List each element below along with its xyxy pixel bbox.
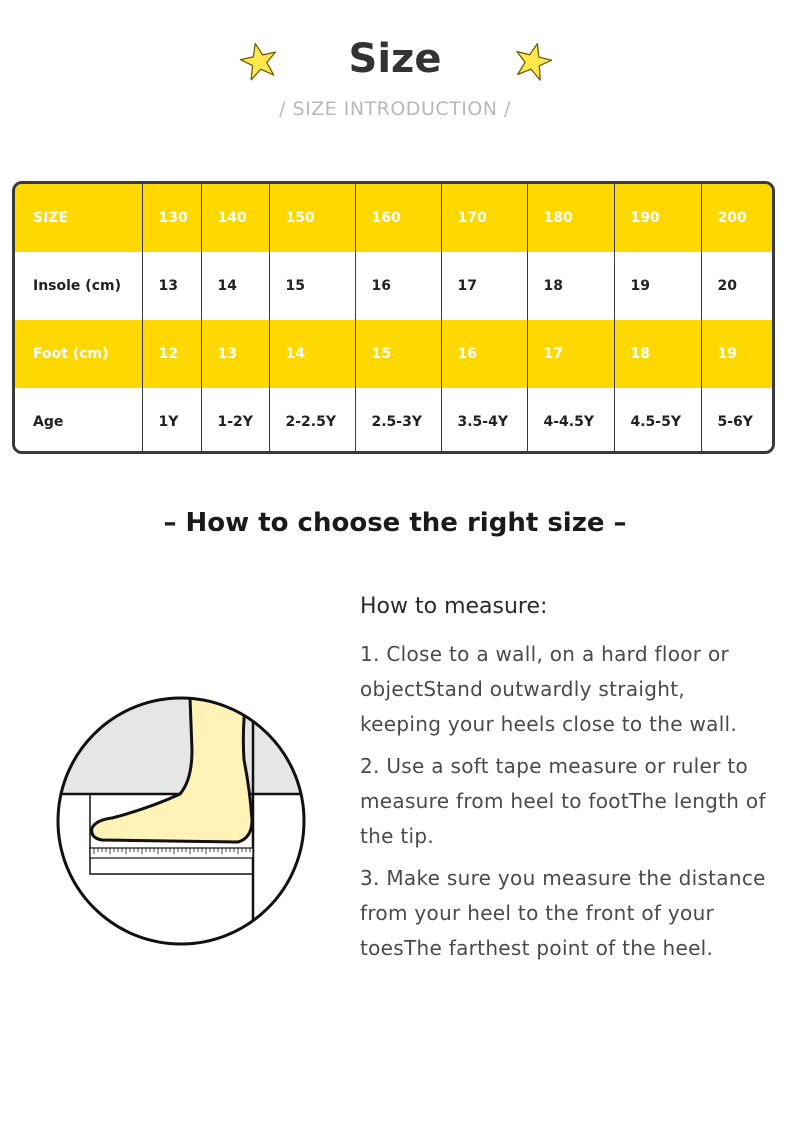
measure-step-3: 3. Make sure you measure the distance from your heel to the front of your toesThe farthest point of the heel.	[360, 866, 766, 960]
table-cell: 17	[441, 252, 527, 320]
table-cell: 150	[269, 184, 355, 252]
page-header	[0, 0, 790, 140]
foot-measure-illustration	[50, 690, 312, 952]
size-table-row	[15, 320, 772, 388]
measure-step-1: 1. Close to a wall, on a hard floor or objectStand outwardly straight, keeping your heels close to the wall.	[360, 642, 738, 736]
table-cell: 190	[614, 184, 701, 252]
page-title: Size	[348, 36, 442, 82]
table-cell: 2-2.5Y	[269, 388, 355, 454]
table-cell: 12	[142, 320, 201, 388]
measure-step-2: 2. Use a soft tape measure or ruler to measure from heel to footThe length of the tip.	[360, 754, 766, 848]
table-cell: 13	[142, 252, 201, 320]
table-cell: 18	[614, 320, 701, 388]
table-cell: 15	[269, 252, 355, 320]
table-cell: 16	[355, 252, 441, 320]
page-subtitle: / SIZE INTRODUCTION /	[279, 98, 511, 120]
size-table-row	[15, 184, 772, 252]
table-cell: 18	[527, 252, 614, 320]
table-cell: 170	[441, 184, 527, 252]
table-cell: 16	[441, 320, 527, 388]
table-cell: 1Y	[142, 388, 201, 454]
table-cell: 4-4.5Y	[527, 388, 614, 454]
table-cell: 200	[701, 184, 772, 252]
table-cell: 13	[201, 320, 269, 388]
table-cell: 130	[142, 184, 201, 252]
table-cell: 14	[201, 252, 269, 320]
size-table-row	[15, 388, 772, 454]
table-cell: 2.5-3Y	[355, 388, 441, 454]
table-cell: 17	[527, 320, 614, 388]
table-cell: 19	[701, 320, 772, 388]
table-cell: 14	[269, 320, 355, 388]
row-label: Insole (cm)	[15, 252, 142, 320]
table-cell: 140	[201, 184, 269, 252]
measure-title: How to measure:	[360, 594, 548, 619]
row-label: Foot (cm)	[15, 320, 142, 388]
row-label: SIZE	[15, 184, 142, 252]
table-cell: 4.5-5Y	[614, 388, 701, 454]
table-cell: 19	[614, 252, 701, 320]
table-cell: 5-6Y	[701, 388, 772, 454]
table-cell: 20	[701, 252, 772, 320]
table-cell: 180	[527, 184, 614, 252]
table-cell: 15	[355, 320, 441, 388]
guide-heading: – How to choose the right size –	[163, 508, 627, 538]
table-cell: 160	[355, 184, 441, 252]
row-label: Age	[15, 388, 142, 454]
table-cell: 3.5-4Y	[441, 388, 527, 454]
size-chart-table	[12, 181, 775, 454]
size-table-row	[15, 252, 772, 320]
measure-instructions	[360, 594, 770, 973]
table-cell: 1-2Y	[201, 388, 269, 454]
